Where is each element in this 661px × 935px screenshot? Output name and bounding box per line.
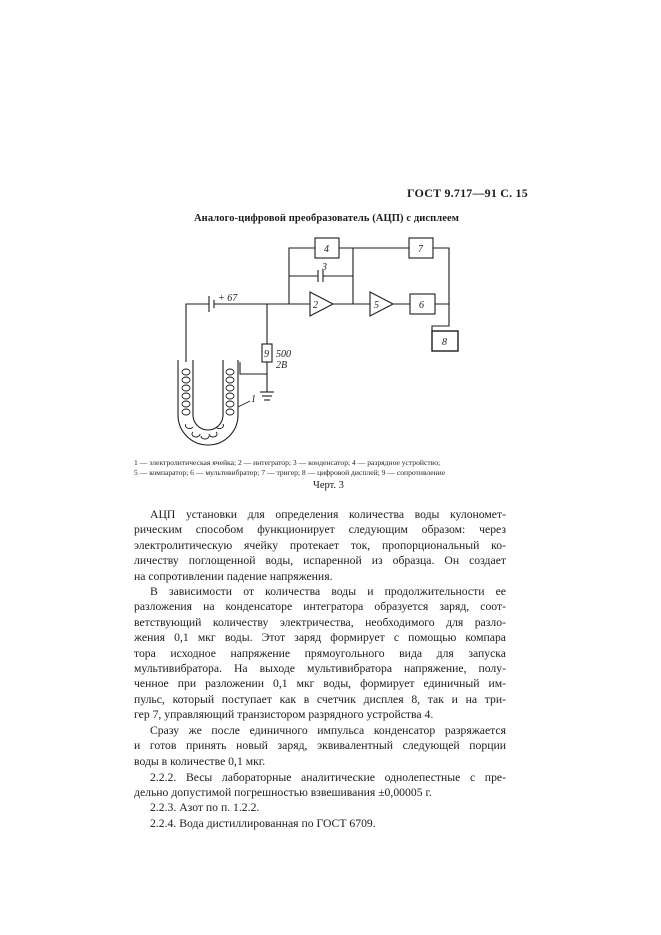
paragraph-charge	[134, 584, 506, 723]
text-line: личеству поглощенной воды, испаренной из образца. Он создает	[134, 554, 506, 568]
text-line: и готов принять новый заряд, эквивалентный следующей порции	[134, 739, 506, 753]
text-line: ченное при разложении 0,1 мкг воды, формирует единичный им-	[134, 677, 506, 691]
legend-line: 1 — электролитическая ячейка; 2 — интегратор; 3 — конденсатор; 4 — разрядное устройство;	[134, 458, 441, 467]
page-header: ГОСТ 9.717—91 С. 15	[407, 186, 528, 200]
text-line: мультивибратора. На выходе мультивибратора напряжение, полу-	[134, 662, 506, 676]
label-resistor-9: 9	[264, 349, 269, 360]
figure-title: Аналого-цифровой преобразователь (АЦП) с дисплеем	[194, 213, 460, 224]
paragraph-adc-description	[134, 507, 506, 584]
figure-legend	[134, 458, 506, 478]
text-line: рическим способом функционирует следующим образом: через	[134, 523, 506, 537]
paragraph-scales	[134, 770, 506, 801]
text-line: на сопротивлении падение напряжения.	[134, 569, 333, 583]
text-line: воды в количестве 0,1 мкг.	[134, 754, 266, 768]
label-comparator-5: 5	[374, 300, 379, 311]
label-block-7: 7	[418, 244, 423, 255]
label-resistor-voltage: 2В	[276, 360, 288, 371]
paragraph-discharge	[134, 723, 506, 769]
text-line: тора исходное напряжение прямоугольного вида для запуска	[134, 646, 506, 660]
label-battery: + 67	[218, 293, 238, 304]
item-water: 2.2.4. Вода дистиллированная по ГОСТ 6709.	[150, 817, 376, 830]
figure-caption: Черт. 3	[313, 480, 344, 491]
text-line: пульс, который поступает как в счетчик дисплея 8, так и на три-	[134, 692, 506, 706]
label-block-6: 6	[419, 300, 424, 311]
cell-coil	[182, 369, 234, 439]
text-line: 2.2.2. Весы лабораторные аналитические однолепестные с пре-	[150, 771, 506, 784]
cell-outer	[178, 360, 238, 445]
label-capacitor-3: 3	[322, 262, 327, 273]
text-line: В зависимости от количества воды и продолжительности ее	[150, 585, 506, 598]
text-line: гер 7, управляющий транзистором разрядного устройства 4.	[134, 708, 434, 722]
label-block-8: 8	[442, 337, 447, 348]
text-line: разложения на конденсаторе интегратора образуется заряд, соот-	[134, 600, 506, 614]
label-resistor-value: 500	[276, 349, 291, 360]
label-block-4: 4	[324, 244, 329, 255]
text-line: дельно допустимой погрешностью взвешивания ±0,00005 г.	[134, 786, 432, 800]
text-line: жения 0,1 мкг воды. Этот заряд формирует с помощью компара	[134, 631, 506, 645]
label-integrator-2: 2	[313, 300, 318, 311]
text-line: ветствующий количеству электричества, необходимого для разло-	[134, 615, 506, 629]
text-line: Сразу же после единичного импульса конденсатор разряжается	[150, 724, 506, 737]
wire-battery-left	[186, 304, 209, 362]
item-nitrogen: 2.2.3. Азот по п. 1.2.2.	[150, 801, 260, 814]
legend-line: 5 — компаратор; 6 — мультивибратор; 7 — тригер; 8 — цифровой дисплей; 9 — сопротивление	[134, 468, 446, 477]
label-cell-1: 1	[251, 394, 256, 405]
text-line: АЦП установки для определения количества воды кулономет-	[150, 508, 506, 521]
text-line: электролитическую ячейку протекает ток, пропорциональный ко-	[134, 538, 506, 552]
